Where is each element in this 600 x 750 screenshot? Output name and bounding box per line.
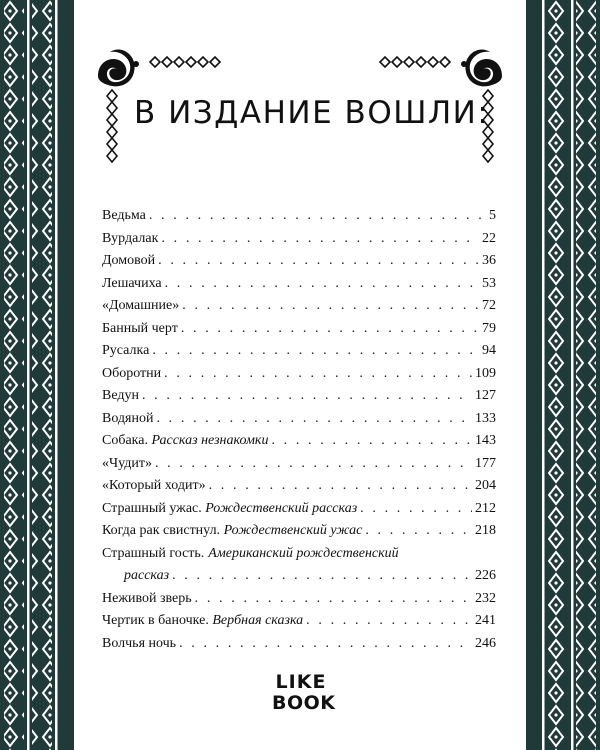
toc-entry-subtitle: Рассказ незнакомки [151,433,269,448]
toc-page-number: 177 [475,455,496,471]
toc-leader-dots [181,318,479,341]
toc-leader-dots [195,588,472,611]
toc-entry-label: «Который ходит» [102,478,206,493]
toc-page-number: 246 [475,635,496,651]
toc-leader-dots [158,250,479,273]
toc-entry-title [102,430,268,453]
toc-leader-dots [156,408,472,431]
toc-page-number: 5 [489,208,496,223]
toc-entry [102,205,496,228]
toc-leader-dots [152,340,479,363]
toc-entry [102,588,496,611]
toc-entry-title [102,295,179,318]
toc-entry-label: Вурдалак [102,230,159,246]
toc-leader-dots [209,475,472,498]
toc-entry [102,295,496,318]
toc-page-number: 232 [475,590,496,606]
toc-entry-title [102,520,362,543]
toc-page-number: 226 [475,568,496,583]
toc-leader-dots [179,633,472,656]
toc-entry-title [102,385,139,408]
toc-entry-label: Ведьма [102,208,146,223]
toc-entry [102,520,496,543]
toc-entry-label: Чертик в баночке. [102,613,209,628]
toc-entry-label: «Чудит» [102,455,152,471]
toc-entry [102,543,496,566]
toc-entry [102,228,496,251]
publisher-logo [272,671,336,720]
toc-entry [102,318,496,341]
logo-line-1: LIKE [275,671,327,693]
logo-line-2: BOOK [272,692,336,714]
toc-entry-title [102,610,303,633]
toc-entry-title [102,498,357,521]
toc-page-number: 79 [482,320,496,336]
toc-entry [102,633,496,656]
toc-page-number: 212 [475,500,496,516]
toc-leader-dots [365,520,472,543]
toc-entry [102,250,496,273]
toc-leader-dots [172,565,472,588]
toc-entry-title [102,453,152,476]
toc-entry-title [102,340,149,363]
right-ornament-border [526,0,600,750]
page-title: В ИЗДАНИЕ ВОШЛИ: [134,95,490,131]
toc-page-number: 218 [475,523,496,538]
toc-page-number: 127 [475,388,496,403]
toc-page-number: 204 [475,478,496,493]
toc-leader-dots [271,430,472,453]
toc-entry [102,363,496,386]
toc-page-number: 53 [482,275,496,291]
toc-leader-dots [306,610,472,633]
toc-entry-subtitle: Американский рождественский [208,545,399,561]
left-ornament-border [0,0,74,750]
toc-entry-label: Собака. [102,433,148,448]
toc-entry-title: Страшный гость. [102,545,205,561]
toc-leader-dots [149,205,486,228]
right-border-pattern [526,0,600,750]
toc-entry-subtitle: Вербная сказка [212,613,304,628]
toc-leader-dots [161,228,479,251]
toc-entry-title [102,363,161,386]
toc-page-number: 36 [482,253,496,268]
toc-entry-subtitle-cont: рассказ [124,568,170,583]
toc-leader-dots [155,453,472,476]
toc-entry [102,475,496,498]
toc-page-number: 143 [475,433,496,448]
toc-entry-label: Неживой зверь [102,590,192,606]
toc-entry-label: Ведун [102,388,139,403]
toc-entry-label: Когда рак свистнул. [102,523,221,538]
toc-entry-title [102,408,153,431]
toc-page-number: 241 [475,613,496,628]
toc-entry-title [102,205,146,228]
toc-entry-continuation [102,565,496,588]
toc-leader-dots [165,273,479,296]
toc-entry-label: Волчья ночь [102,635,177,651]
right-swirl-icon [461,49,502,86]
toc-entry-title [102,250,155,273]
toc-page-number: 109 [475,365,496,381]
toc-entry-subtitle: Рождественский рассказ [205,500,358,516]
toc-entry-label: Лешачиха [102,275,162,291]
toc-page-number: 72 [482,298,496,313]
toc-entry [102,610,496,633]
toc-entry-label: Оборотни [102,365,162,381]
toc-entry-label: Страшный ужас. [102,500,202,516]
toc-entry [102,430,496,453]
toc-entry [102,408,496,431]
toc-entry-title [102,475,206,498]
toc-leader-dots [360,498,472,521]
toc-entry-title [102,228,158,251]
toc-entry-label: Русалка [102,343,150,358]
toc-leader-dots [142,385,472,408]
left-diamond-chain-icon [150,57,220,67]
toc-entry [102,385,496,408]
toc-page-number: 133 [475,410,496,426]
toc-entry-label: Банный черт [102,320,178,336]
table-of-contents [102,205,496,655]
right-diamond-chain-icon [380,57,450,67]
toc-entry-title [102,633,176,656]
toc-entry [102,453,496,476]
toc-entry-label: Домовой [102,253,156,268]
toc-entry-label: «Домашние» [102,298,180,313]
toc-entry-label: Водяной [102,410,154,426]
toc-entry-title [102,588,192,611]
toc-page-number: 94 [482,343,496,358]
toc-entry [102,498,496,521]
toc-entry [102,273,496,296]
toc-leader-dots [182,295,479,318]
left-vertical-chain-icon [107,90,117,162]
left-border-pattern [0,0,74,750]
toc-page-number: 22 [482,230,496,246]
toc-entry-subtitle: Рождественский ужас [223,523,363,538]
toc-entry-title [102,318,178,341]
toc-entry-title [102,273,162,296]
toc-entry [102,340,496,363]
toc-leader-dots [164,363,472,386]
left-swirl-icon [98,49,139,86]
